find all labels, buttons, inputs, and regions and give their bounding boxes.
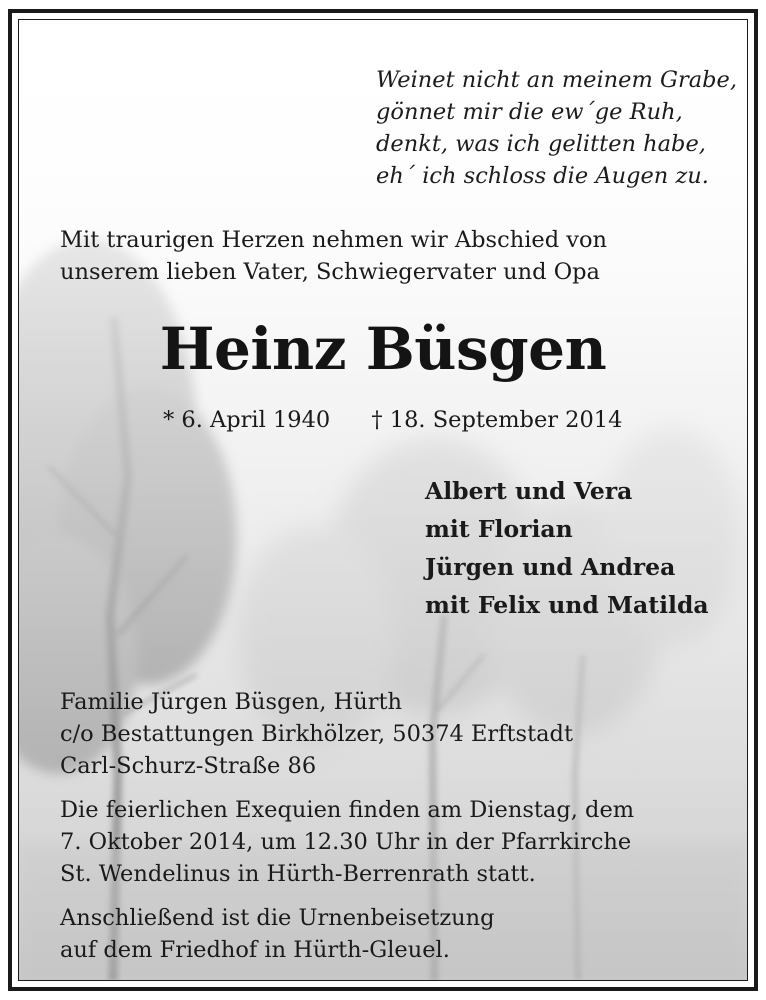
poem-line: Weinet nicht an meinem Grabe, [376, 67, 737, 93]
mourner-line: Albert und Vera [425, 477, 633, 505]
poem-line: eh´ ich schloss die Augen zu. [376, 163, 709, 189]
service-line: Die feierlichen Exequien finden am Dienstag, dem [60, 797, 635, 823]
mourners-list [425, 472, 709, 624]
poem-line: gönnet mir die ew´ge Ruh, [376, 99, 683, 125]
intro-line: unserem lieben Vater, Schwiegervater und Opa [60, 259, 600, 285]
mourner-line: mit Felix und Matilda [425, 591, 709, 619]
obituary-frame [8, 9, 758, 991]
farewell-intro [60, 224, 607, 288]
burial-info [60, 902, 495, 966]
life-dates [163, 404, 622, 436]
burial-line: Anschließend ist die Urnenbeisetzung [60, 905, 495, 931]
address-line: Familie Jürgen Büsgen, Hürth [60, 689, 403, 715]
mourner-line: Jürgen und Andrea [425, 553, 676, 581]
service-line: St. Wendelinus in Hürth-Berrenrath statt. [60, 861, 536, 887]
mourner-line: mit Florian [425, 515, 573, 543]
death-date: † 18. September 2014 [371, 407, 623, 433]
poem [376, 64, 737, 192]
burial-line: auf dem Friedhof in Hürth-Gleuel. [60, 937, 450, 963]
service-line: 7. Oktober 2014, um 12.30 Uhr in der Pfarrkirche [60, 829, 632, 855]
obituary-inner-frame [18, 19, 748, 981]
birth-date: * 6. April 1940 [163, 407, 331, 433]
address-line: c/o Bestattungen Birkhölzer, 50374 Erftstadt [60, 721, 573, 747]
poem-line: denkt, was ich gelitten habe, [376, 131, 706, 157]
deceased-name: Heinz Büsgen [159, 315, 607, 383]
funeral-service-info [60, 794, 634, 890]
intro-line: Mit traurigen Herzen nehmen wir Abschied von [60, 227, 608, 253]
address-line: Carl-Schurz-Straße 86 [60, 753, 317, 779]
family-address [60, 686, 573, 782]
